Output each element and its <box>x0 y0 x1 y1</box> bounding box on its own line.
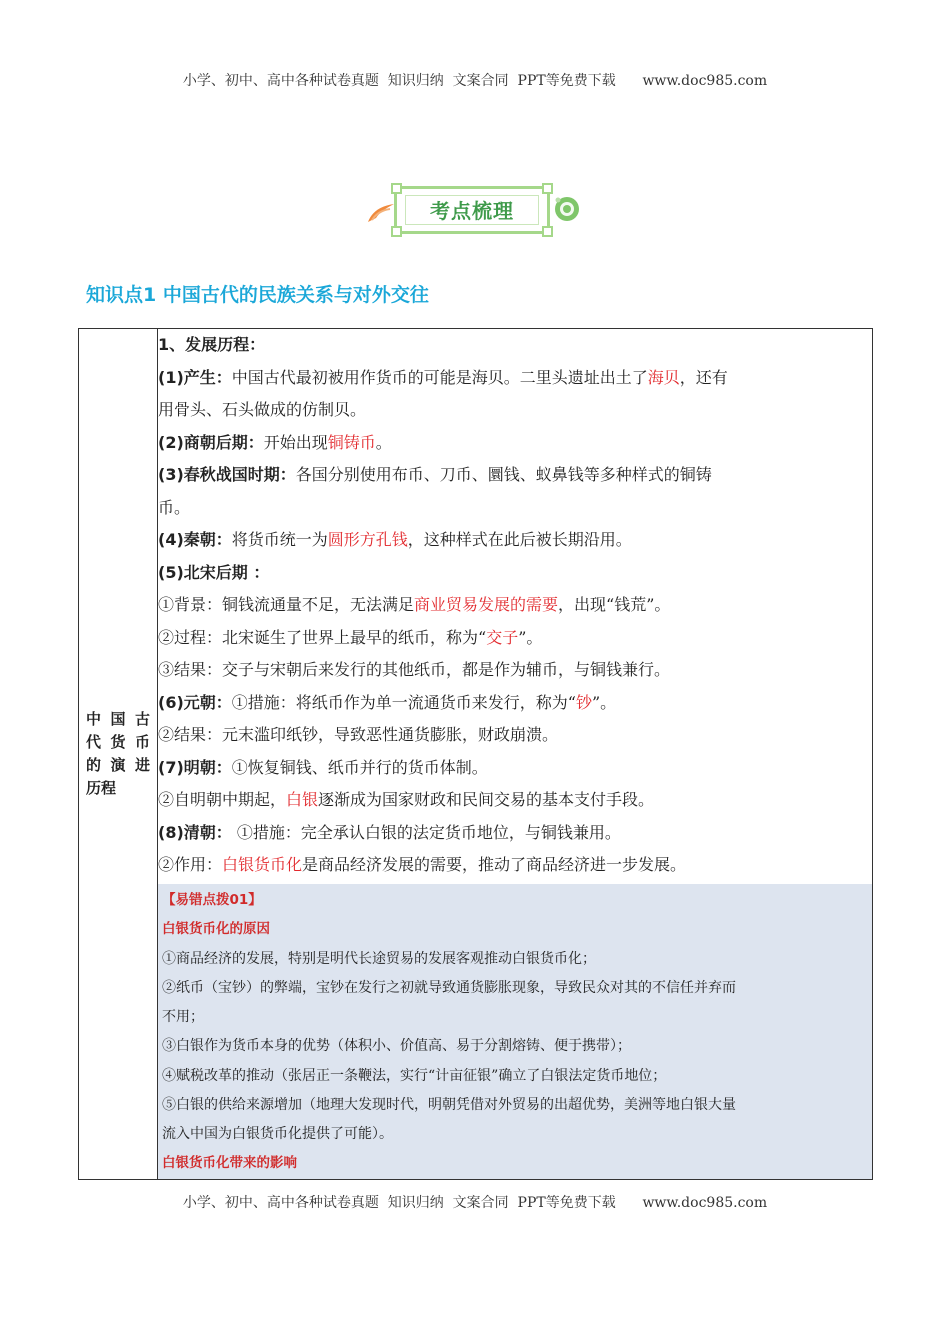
tip-subtitle-2: 白银货币化带来的影响 <box>162 1155 297 1171</box>
left-label-line: 历程 <box>86 778 117 797</box>
knowledge-point-title: 知识点1 中国古代的民族关系与对外交往 <box>86 284 429 306</box>
left-label-cell <box>79 329 158 1180</box>
highlight-text: 交子 <box>486 627 519 647</box>
tip-item: ⑤白银的供给来源增加（地理大发现时代，明朝凭借对外贸易的出超优势，美洲等地白银大量 <box>162 1097 736 1113</box>
para-origin: (1)产生：中国古代最初被用作货币的可能是海贝。二里头遗址出土了海贝，还有 <box>158 367 728 387</box>
tip-item: ④赋税改革的推动（张居正一条鞭法，实行“计亩征银”确立了白银法定货币地位； <box>162 1067 667 1084</box>
left-label-line: 的演进 <box>86 755 150 774</box>
para-yuan: (6)元朝：①措施：将纸币作为单一流通货币来发行，称为“钞”。 <box>158 692 617 712</box>
left-label-line: 中国古 <box>86 709 150 728</box>
tip-item-cont: 不用； <box>162 1009 204 1025</box>
para-origin-cont: 用骨头、石头做成的仿制贝。 <box>158 400 367 419</box>
para-qing: (8)清朝： ①措施：完全承认白银的法定货币地位，与铜钱兼用。 <box>158 822 621 842</box>
highlight-text: 钞 <box>575 692 592 712</box>
tip-item: ②纸币（宝钞）的弊端，宝钞在发行之初就导致通货膨胀现象，导致民众对其的不信任并弃而 <box>162 980 736 996</box>
para-northern-song: (5)北宋后期 ： <box>158 562 270 582</box>
section-banner <box>362 180 587 240</box>
brush-swish-icon <box>366 200 396 224</box>
banner-label: 考点梳理 <box>430 199 514 223</box>
content-table <box>78 328 873 1180</box>
content-cell <box>158 329 873 1180</box>
para-yuan-result: ②结果：元末滥印纸钞，导致恶性通货膨胀，财政崩溃。 <box>158 725 559 744</box>
tip-item: ③白银作为货币本身的优势（体积小、价值高、易于分割熔铸、便于携带）； <box>162 1038 631 1054</box>
para-song-process: ②过程：北宋诞生了世界上最早的纸币，称为“交子”。 <box>158 627 543 647</box>
tip-item: ①商品经济的发展，特别是明代长途贸易的发展客观推动白银货币化； <box>162 950 596 967</box>
section-heading: 1、发展历程： <box>158 335 266 354</box>
para-warring-states: (3)春秋战国时期：各国分别使用布币、刀币、圜钱、蚁鼻钱等多种样式的铜铸 <box>158 465 712 484</box>
tip-title: 【易错点拨01】 <box>162 891 262 908</box>
banner-frame <box>394 186 550 234</box>
highlight-text: 白银货币化 <box>222 855 303 874</box>
para-song-result: ③结果：交子与宋朝后来发行的其他纸币，都是作为辅币，与铜钱兼行。 <box>158 660 671 679</box>
para-ming-2: ②自明朝中期起，白银逐渐成为国家财政和民间交易的基本支付手段。 <box>158 790 655 809</box>
para-warring-states-cont: 币。 <box>158 497 191 517</box>
highlight-text: 海贝 <box>647 367 680 387</box>
highlight-text: 白银 <box>286 790 319 809</box>
page-header: 小学、初中、高中各种试卷真题 知识归纳 文案合同 PPT等免费下载 www.doc985.com <box>182 73 768 89</box>
highlight-text: 商业贸易发展的需要 <box>414 595 559 614</box>
para-ming: (7)明朝：①恢复铜钱、纸币并行的货币体制。 <box>158 757 488 777</box>
tip-box <box>158 884 872 1179</box>
left-label-line: 代货币 <box>86 732 150 751</box>
para-song-background: ①背景：铜钱流通量不足，无法满足商业贸易发展的需要，出现“钱荒”。 <box>158 595 671 614</box>
para-shang: (2)商朝后期：开始出现铜铸币。 <box>158 432 392 452</box>
highlight-text: 铜铸币 <box>327 432 376 452</box>
left-label <box>86 708 150 800</box>
tip-subtitle: 白银货币化的原因 <box>162 921 270 937</box>
highlight-text: 圆形方孔钱 <box>327 530 408 549</box>
para-qing-2: ②作用：白银货币化是商品经济发展的需要，推动了商品经济进一步发展。 <box>158 855 687 874</box>
coin-icon <box>552 194 582 224</box>
para-qin: (4)秦朝：将货币统一为圆形方孔钱，这种样式在此后被长期沿用。 <box>158 530 632 549</box>
page-footer: 小学、初中、高中各种试卷真题 知识归纳 文案合同 PPT等免费下载 www.doc985.com <box>182 1195 768 1211</box>
tip-item-cont: 流入中国为白银货币化提供了可能）。 <box>162 1126 393 1142</box>
